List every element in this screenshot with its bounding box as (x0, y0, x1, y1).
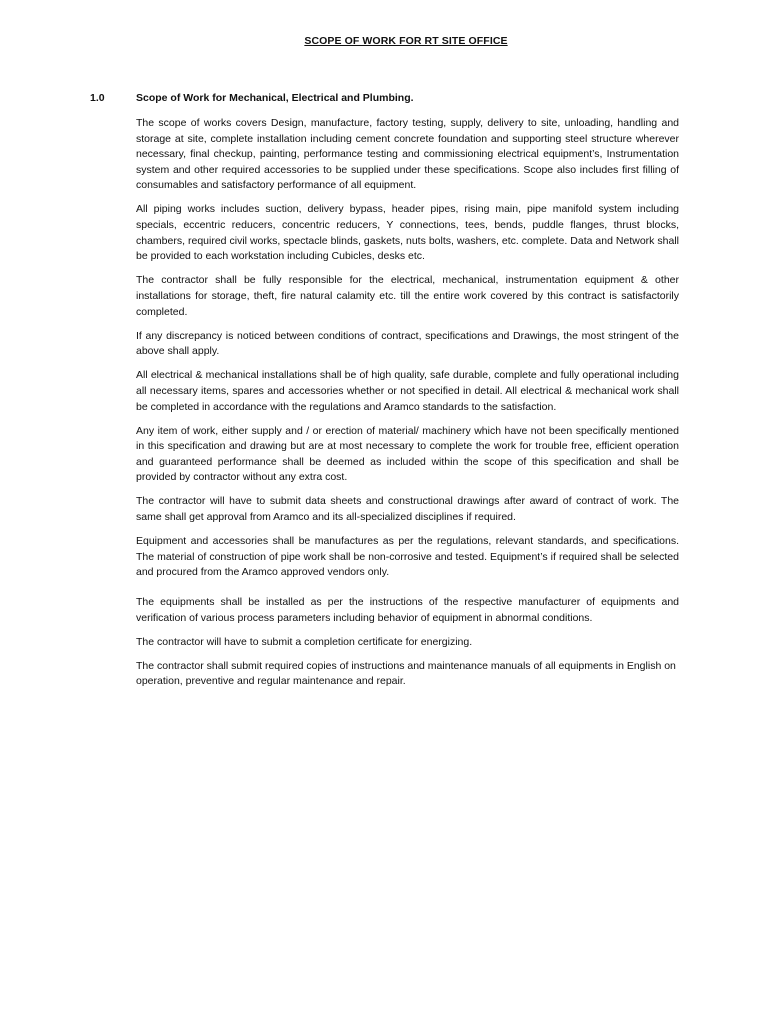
paragraph-installation-quality: All electrical & mechanical installations shall be of high quality, safe durable, complete and fully operational including all necessary items, spares and accessories whether or not specified in detail. All electrical & mechanical work shall be completed in accordance with the regulations and Aramco standards to the satisfaction. (136, 369, 679, 413)
paragraph-installation-instructions: The equipments shall be installed as per the instructions of the respective manufacturer of equipments and verification of various process parameters including behavior of equipment in abnormal conditions. (136, 595, 679, 624)
paragraph-data-sheets: The contractor will have to submit data sheets and constructional drawings after award of contract of work. The same shall get approval from Aramco and its all-specialized disciplines if required. (136, 495, 679, 524)
section-heading (90, 92, 414, 104)
document-title: SCOPE OF WORK FOR RT SITE OFFICE (304, 35, 508, 47)
paragraph-equipment-standards: Equipment and accessories shall be manufactures as per the regulations, relevant standards, and specifications. The material of construction of pipe work shall be non-corrosive and tested. Equipment’s if required shall be selected and procured from the Aramco approved vendors only. (136, 535, 679, 579)
section-title: Scope of Work for Mechanical, Electrical and Plumbing. (136, 92, 414, 104)
paragraph-piping-works: All piping works includes suction, delivery bypass, header pipes, rising main, pipe manifold system including specials, eccentric reducers, concentric reducers, Y connections, tees, bends, puddle flanges, thrust blocks, chambers, required civil works, spectacle blinds, gaskets, nuts bolts, washers, etc. complete. Data and Network shall be provided to each workstation including Cubicles, desks etc. (136, 203, 679, 263)
paragraph-discrepancy: If any discrepancy is noticed between conditions of contract, specifications and Drawings, the most stringent of the above shall apply. (136, 329, 679, 358)
section-number: 1.0 (90, 92, 105, 104)
paragraph-unspecified-items: Any item of work, either supply and / or erection of material/ machinery which have not been specifically mentioned in this specification and drawing but are at most necessary to complete the work for trouble free, efficient operation and guaranteed performance shall be deemed as included within the scope of this specification and shall be provided by contractor without any extra cost. (136, 424, 679, 484)
section-body (136, 116, 679, 698)
paragraph-manuals: The contractor shall submit required copies of instructions and maintenance manuals of all equipments in English on operation, preventive and regular maintenance and repair. (136, 659, 676, 688)
paragraph-scope-of-works: The scope of works covers Design, manufacture, factory testing, supply, delivery to site, unloading, handling and storage at site, complete installation including cement concrete foundation and supporting steel structure wherever necessary, final checkup, painting, performance testing and commissioning electrical equipment’s, Instrumentation system and other required accessories to be supplied under these specifications. Scope also includes first filling of consumables and satisfactory performance of all equipment. (136, 117, 679, 192)
paragraph-completion-certificate: The contractor will have to submit a completion certificate for energizing. (136, 635, 473, 648)
paragraph-contractor-responsibility: The contractor shall be fully responsible for the electrical, mechanical, instrumentation equipment & other installations for storage, theft, fire natural calamity etc. till the entire work covered by this contract is satisfactorily completed. (136, 274, 679, 318)
